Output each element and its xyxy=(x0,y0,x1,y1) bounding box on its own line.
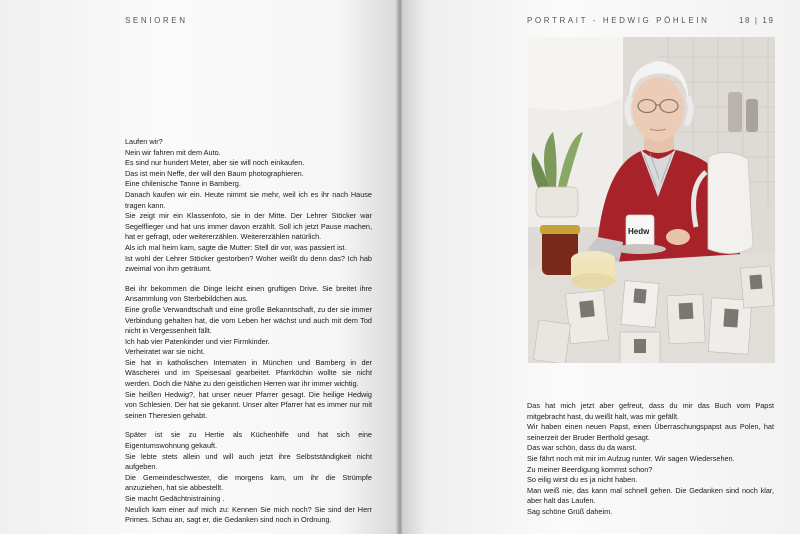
text-line: Wir haben einen neuen Papst, einen Überraschungspapst aus Polen, hat seinerzeit der Bruder Berthold gesagt. xyxy=(527,422,774,442)
running-header-left: SENIOREN xyxy=(125,16,188,25)
text-line: Sie hat in katholischen Internaten in München und Bamberg in der Wäscherei und im Speisesaal gearbeitet. Pfarrköchin wollte sie nicht werden. Doch die Nähe zu den geistlichen Herren war ihr immer wichtig. xyxy=(125,357,372,389)
text-line: Verheiratet war sie nicht. xyxy=(125,347,205,357)
text-line: Sie heißen Hedwig?, hat unser neuer Pfarrer gesagt. Die heilige Hedwig von Schlesien. Der hat sie gekannt. Unser alter Pfarrer hat es immer nur mit seinen Theresien gehabt. xyxy=(125,389,372,420)
paragraph-2 xyxy=(125,284,372,422)
text-line: Sie macht Gedächtnistraining . xyxy=(125,494,225,503)
text-line: Nein wir fahren mit dem Auto. xyxy=(125,147,221,157)
text-line: Laufen wir? xyxy=(125,137,163,146)
text-line: Sie zeigt mir ein Klassenfoto, sie in der Mitte. Der Lehrer Stöcker war Segelflieger und hat uns immer davon erzählt. Soll ich jetzt Pause machen, hat er gefragt, oder weitererzählen. Weitererzählen natürlich. xyxy=(125,211,372,242)
text-line: Danach kaufen wir ein. Heute nimmt sie mehr, weil ich es ihr nach Hause tragen kann. xyxy=(125,189,372,210)
text-line: Man weiß nie, das kann mal schnell gehen. Die Gedanken sind noch klar, aber halt das Laufen. xyxy=(527,485,774,506)
portrait-illustration xyxy=(528,37,775,363)
text-line: Ich hab vier Patenkinder und vier Firmkinder. xyxy=(125,336,270,346)
text-line: Das hat mich jetzt aber gefreut, dass du mir das Buch vom Papst mitgebracht hast, du weißt halt, was mir gefällt. xyxy=(527,401,774,421)
text-line: Als ich mal heim kam, sagte die Mutter: Stell dir vor, was passiert ist. xyxy=(125,242,347,252)
text-line: Das war schön, dass du da warst. xyxy=(527,443,637,453)
text-line: Eine große Verwandtschaft und eine große Bekanntschaft, zu der sie immer Verbindung gehalten hat, die vom Leben her wächst und auch mit dem Tod nicht in Vergessenheit fällt. xyxy=(125,304,372,336)
text-line: So eilig wirst du es ja nicht haben. xyxy=(527,475,638,485)
paragraph-right xyxy=(527,401,774,518)
text-line: Zu meiner Beerdigung kommst schon? xyxy=(527,464,653,474)
text-line: Sag schöne Grüß daheim. xyxy=(527,506,613,516)
running-header-right: PORTRAIT - HEDWIG PÖHLEIN xyxy=(527,16,710,25)
text-line: Neulich kam einer auf mich zu: Kennen Sie mich noch? Sie sind der Herr Primes. Schau an, sagt er, die Gedanken sind noch in Ordnung. xyxy=(125,504,372,525)
text-line: Sie fährt noch mit mir im Aufzug runter. Wir sagen Wiedersehen. xyxy=(527,453,735,463)
text-line: Sie lebte stets allein und will auch jetzt ihre Selbstständigkeit nicht aufgeben. xyxy=(125,451,372,472)
text-line: Die Gemeindeschwester, die morgens kam, um ihr die Strümpfe anzuziehen, hat sie abbestellt. xyxy=(125,472,372,493)
mug-text: Hedw xyxy=(628,227,650,236)
text-line: Das ist mein Neffe, der will den Baum photographieren. xyxy=(125,168,304,178)
portrait-photo xyxy=(528,37,775,363)
text-line: Bei ihr bekommen die Dinge leicht einen gruftigen Drive. Sie breitet ihre Ansammlung von Sterbebildchen aus. xyxy=(125,283,372,304)
paragraph-3 xyxy=(125,430,372,525)
page-numbers: 18 | 19 xyxy=(739,16,775,25)
right-text-block xyxy=(527,401,774,527)
text-line: Eine chilenische Tanne in Bamberg. xyxy=(125,179,241,189)
right-page xyxy=(402,0,800,534)
text-line: Es sind nur hundert Meter, aber sie will noch einkaufen. xyxy=(125,158,305,168)
left-page xyxy=(0,0,398,534)
text-line: Ist wohl der Lehrer Stöcker gestorben? Woher weißt du denn das? Ich hab zweimal von ihm geträumt. xyxy=(125,253,372,274)
paragraph-1 xyxy=(125,137,372,275)
left-text-block xyxy=(125,137,372,534)
text-line: Später ist sie zu Hertie als Küchenhilfe und hat sich eine Eigentumswohnung gekauft. xyxy=(125,430,372,451)
